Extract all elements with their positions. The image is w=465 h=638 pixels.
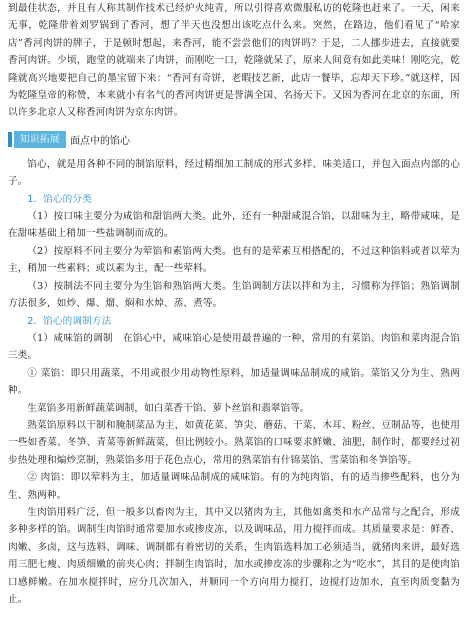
section-header — [8, 130, 460, 150]
methods-paragraph-3: 生菜馅多用新鲜蔬菜调制，如白菜香干馅、萝卜丝馅和翡翠馅等。 — [27, 402, 310, 414]
classification-item-1: （1）按口味主要分为咸馅和甜馅两大类。此外，还有一种甜咸混合馅，以甜味为主，略带咸味，是在甜味基础上稍加一些盐调制而成的。 — [8, 211, 460, 240]
subheading-methods: 2．馅心的调制方法 — [27, 315, 112, 327]
badge-decoration — [8, 132, 12, 147]
section-title: 面点中的馅心 — [70, 136, 131, 148]
methods-paragraph-4: 熟菜馅原料以干制和腌制菜品为主，如黄花菜、笋尖、蘑菇、干菜、木耳、粉丝、豆制品等，也使用一些如香菜、冬笋、青菜等新鲜蔬菜，但比例较小。熟菜馅的口味要求鲜嫩、油肥，制作时，都要经过初步热处理和煸炒烹制，熟菜馅多用于花色点心，常用的熟菜馅有什锦菜馅、雪菜馅和冬笋馅等。 — [8, 419, 460, 466]
methods-paragraph-6: 生肉馅用料广泛，但一般多以畜肉为主，其中又以猪肉为主，其他如禽类和水产品常与之配合，形成多种多样的馅。调制生肉馅时通常要加水或掺皮冻，以及调味品，用力搅拌而成。其质量要求是：鲜香、肉嫩、多卤，这与选料、调味、调制都有着密切的关系，生肉馅选料加工必须适当，就猪肉来讲，最好选用三肥七瘦、肉质细嫩的前夹心肉；拌制生肉馅时，加水或掺皮冻的步骤称之为“吃水”，其目的是使肉馅口感鲜嫩。在加水搅拌时，应分几次加入，并顺同一个方向用力搅打，边搅打边加水，直至肉质变黏为止。 — [8, 506, 460, 605]
subheading-classification: 1．馅心的分类 — [27, 193, 92, 205]
classification-item-3: （3）按制法不同主要分为生馅和熟馅两大类。生馅调制方法以拌和为主，习惯称为拌馅；熟馅调制方法很多，如炒、爆、熘、焖和水焯、蒸、煮等。 — [8, 280, 460, 310]
knowledge-badge: 知识拓展 — [14, 131, 66, 148]
methods-paragraph-1: （1）咸味馅的调制 在馅心中，咸味馅心是使用最普遍的一种，常用的有菜馅、肉馅和菜肉混合馅三类。 — [8, 332, 460, 362]
definition-paragraph: 馅心，就是用各种不同的制馅原料，经过精细加工制成的形式多样、味美适口，并包入面点内部的心子。 — [8, 158, 460, 188]
intro-paragraph: 到最佳状态，并且有人称其制作技术已经炉火纯青，所以引得喜欢微服私访的乾隆也赶来了。一天，闲来无事，乾隆带着刘罗锅到了香河，想了半天也没想出该吃点什么来。突然，在路边，他们看见了“哈家店”香河肉饼的牌子，于是顿时想起，来香河，能不尝尝他们的肉饼吗？于是，二人挪步进去，直接就要香河肉饼。少顷，跑堂的就端来了肉饼，而刚吃一口，乾隆就呆了，原来人间竟有如此美味！刚吃完，乾隆就高兴地要把自己的墨宝留下来：“香河有奇饼，老暇技艺新，此店一餐毕，忘却天下珍。”就这样，因为乾隆皇帝的称赞，本来就小有名气的香河肉饼更是誉满全国、名扬天下。又因为香河在北京的东面，所以许多北京人又称香河肉饼为京东肉饼。 — [8, 3, 460, 119]
methods-paragraph-5: ② 肉馅：即以荤料为主，加适量调味品制成的咸味馅。有的为纯肉馅，有的适当掺些配料，也分为生、熟两种。 — [8, 472, 460, 501]
methods-paragraph-2: ① 菜馅：即只用蔬菜，不用或很少用动物性原料，加适量调味品制成的咸馅。菜馅又分为生、熟两种。 — [8, 367, 460, 397]
classification-item-2: （2）按原料不同主要分为荤馅和素馅两大类。也有的是荤素互相搭配的，不过这种馅料或者以荤为主，稍加一些素料；或以素为主，配一些荤料。 — [8, 245, 460, 275]
document-page — [8, 0, 460, 638]
